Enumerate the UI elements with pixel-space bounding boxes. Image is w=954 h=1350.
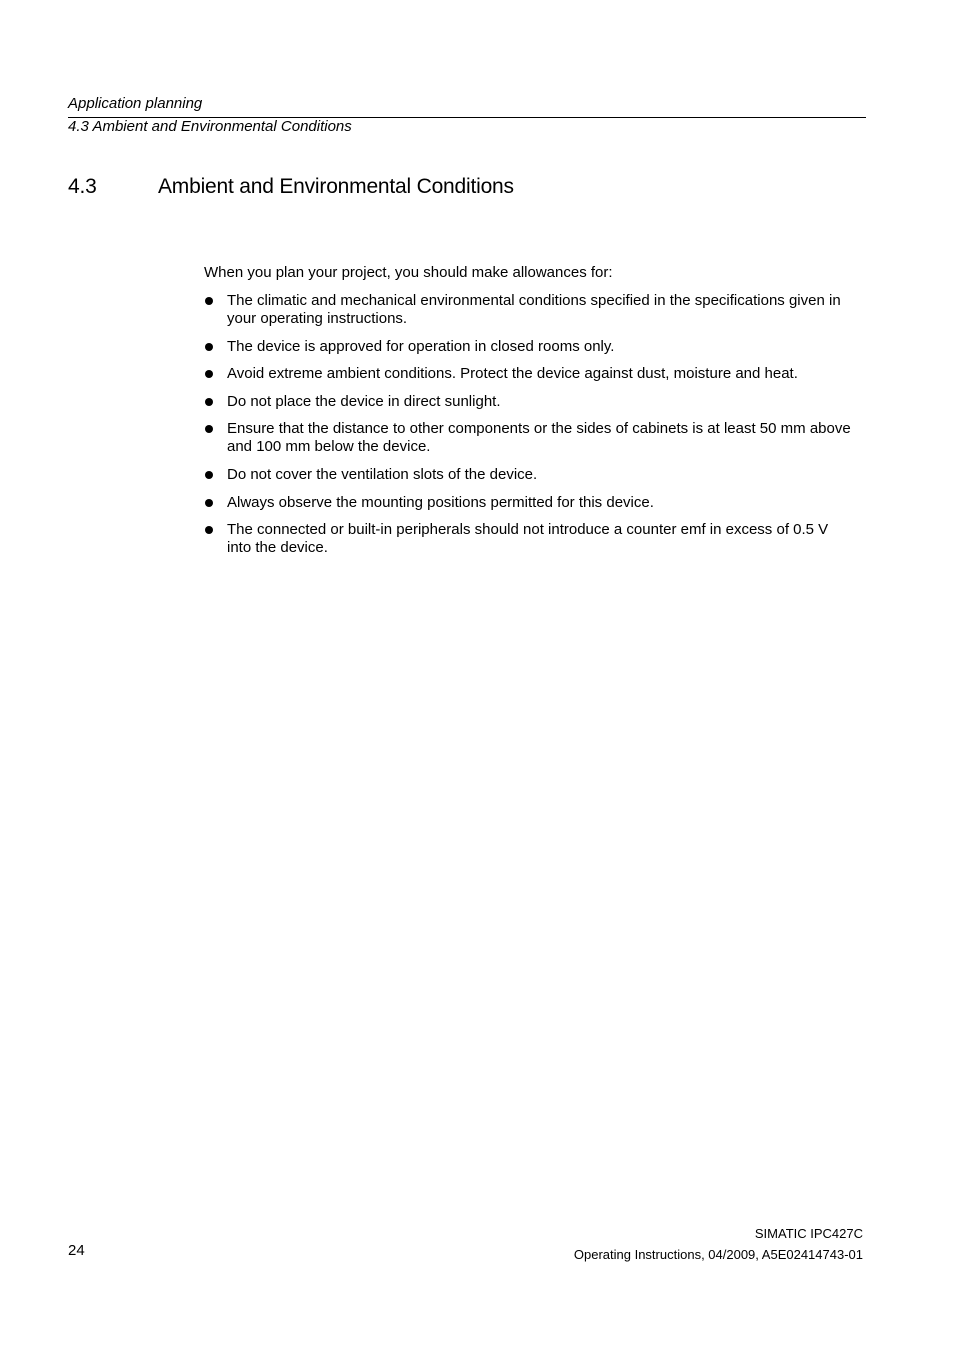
- section-title: Ambient and Environmental Conditions: [158, 175, 514, 198]
- bullet-icon: [205, 297, 213, 305]
- bullet-icon: [205, 425, 213, 433]
- bullet-icon: [205, 499, 213, 507]
- bullet-icon: [205, 471, 213, 479]
- intro-text: When you plan your project, you should make allowances for:: [204, 264, 613, 281]
- list-item: [204, 365, 854, 383]
- bullet-icon: [205, 370, 213, 378]
- running-header-chapter: Application planning: [68, 95, 203, 112]
- footer-document: Operating Instructions, 04/2009, A5E02414743-01: [573, 1247, 863, 1262]
- bullet-icon: [205, 343, 213, 351]
- list-item: [204, 521, 854, 557]
- section-number: 4.3: [68, 175, 97, 198]
- bullet-list: [204, 292, 854, 567]
- list-item-text: Do not place the device in direct sunlight.: [227, 392, 501, 410]
- list-item: [204, 338, 854, 356]
- list-item-text: The device is approved for operation in closed rooms only.: [227, 337, 615, 355]
- footer-document-info: [574, 1223, 863, 1265]
- section-heading: [68, 174, 514, 200]
- list-item-text: The climatic and mechanical environmental conditions specified in the specifications given in your operating instructions.: [227, 292, 841, 327]
- list-item: [204, 494, 854, 512]
- list-item: [204, 393, 854, 411]
- running-header-section: 4.3 Ambient and Environmental Conditions: [68, 118, 352, 135]
- list-item-text: Always observe the mounting positions permitted for this device.: [227, 493, 654, 511]
- list-item-text: The connected or built-in peripherals should not introduce a counter emf in excess of 0.5 V into the device.: [227, 521, 829, 557]
- page-number: 24: [68, 1242, 85, 1259]
- list-item: [204, 420, 854, 456]
- bullet-icon: [205, 526, 213, 534]
- footer-product: SIMATIC IPC427C: [754, 1226, 863, 1241]
- list-item: [204, 292, 854, 328]
- list-item-text: Do not cover the ventilation slots of the device.: [227, 465, 538, 483]
- list-item-text: Avoid extreme ambient conditions. Protect the device against dust, moisture and heat.: [227, 365, 798, 383]
- list-item-text: Ensure that the distance to other components or the sides of cabinets is at least 50 mm above and 100 mm below the device.: [227, 420, 851, 456]
- bullet-icon: [205, 398, 213, 406]
- list-item: [204, 466, 854, 484]
